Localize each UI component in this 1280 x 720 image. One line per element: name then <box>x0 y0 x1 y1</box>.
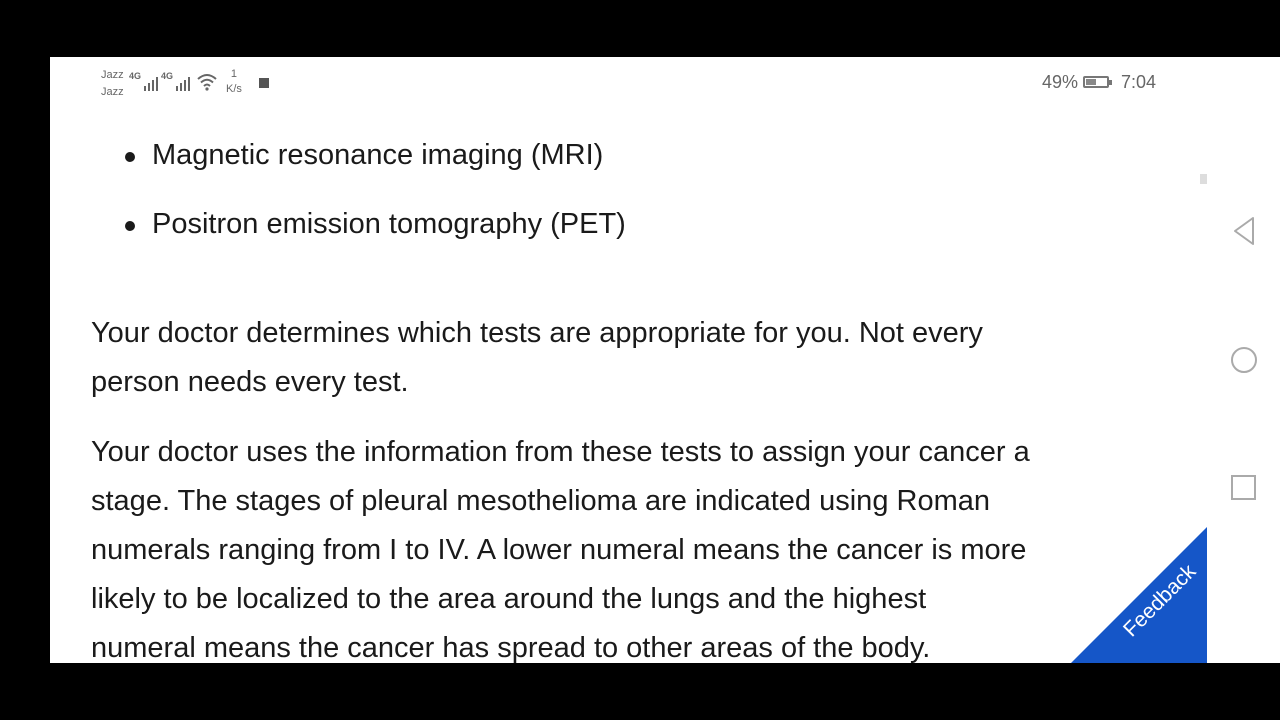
speed-value: 1 <box>230 68 238 80</box>
speed-unit: K/s <box>226 83 242 95</box>
list-item <box>131 200 1131 269</box>
paragraph-tests: Your doctor determines which tests are appropriate for you. Not every person needs every test. <box>91 317 983 398</box>
wifi-icon <box>196 72 218 92</box>
feedback-ribbon[interactable] <box>1071 527 1207 663</box>
paragraph-staging: Your doctor uses the information from these tests to assign your cancer a stage. The stages of pleural mesothelioma are indicated using Roman numerals ranging from I to IV. A lower numeral means the cancer is more likely to be localized to the area around the lungs and the highest numeral means the cancer has spread to other areas of the body. <box>91 436 1030 663</box>
scrollbar-thumb[interactable] <box>1200 174 1207 184</box>
circle-home-icon[interactable] <box>1231 346 1259 374</box>
square-recents-icon[interactable] <box>1231 475 1257 501</box>
bullet-dot <box>125 152 135 162</box>
list-item <box>131 131 1131 200</box>
bullet-dot <box>125 221 135 231</box>
list-item-text: Positron emission tomography (PET) <box>152 208 626 240</box>
signal-1-icon <box>129 71 158 91</box>
list-item-text: Magnetic resonance imaging (MRI) <box>152 139 604 171</box>
signal-2-icon <box>161 71 190 91</box>
phone-screen <box>50 57 1207 663</box>
network-type-2: 4G <box>161 71 174 81</box>
status-bar <box>50 57 1207 107</box>
battery-icon <box>1083 76 1109 88</box>
navigation-bar <box>1207 57 1280 663</box>
notification-square-icon <box>259 78 269 88</box>
battery-fill <box>1086 79 1096 85</box>
triangle-back-icon[interactable] <box>1231 215 1257 247</box>
carrier-names <box>101 67 124 101</box>
carrier-2: Jazz <box>101 86 124 98</box>
network-speed <box>226 67 242 97</box>
network-type-1: 4G <box>129 71 142 81</box>
battery-percent: 49% <box>1042 72 1079 92</box>
feedback-button[interactable]: Feedback <box>1119 559 1201 642</box>
clock: 7:04 <box>1121 72 1157 92</box>
carrier-1: Jazz <box>101 69 124 81</box>
bullet-list <box>131 131 1131 269</box>
